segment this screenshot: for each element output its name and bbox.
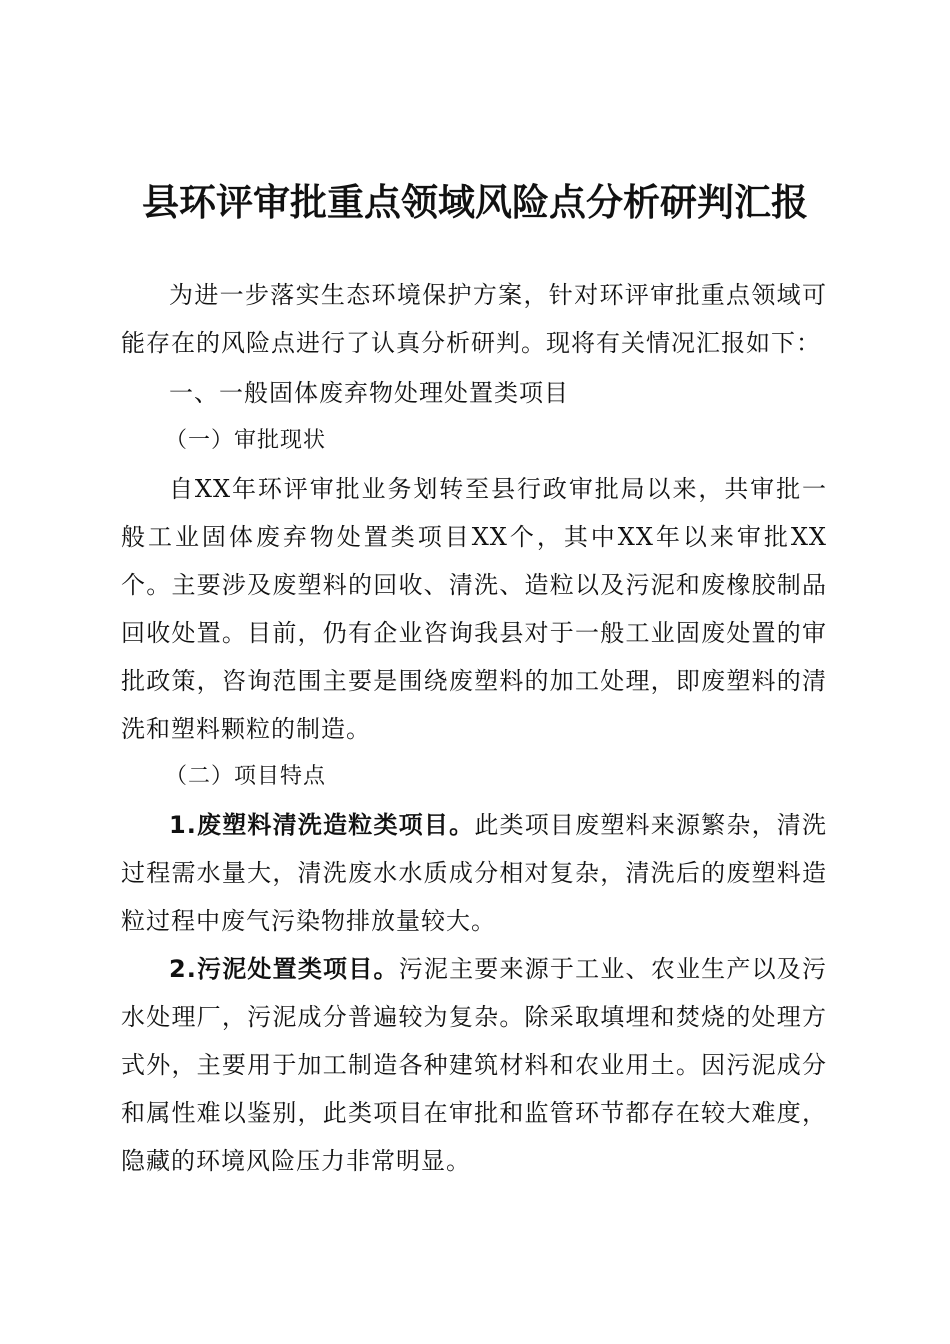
subsection-heading-1: （一）审批现状 [165, 428, 327, 453]
item-lead-2: 2.污泥处置类项目。 [169, 955, 399, 983]
intro-paragraph: 为进一步落实生态环境保护方案，针对环评审批重点领域可能存在的风险点进行了认真分析研判。现将有关情况汇报如下： [121, 281, 827, 357]
item-paragraph-1 [121, 801, 827, 945]
section-heading-1: 一、一般固体废弃物处理处置类项目 [169, 379, 569, 407]
document-body [121, 271, 827, 1185]
approval-status-paragraph: 自XX年环评审批业务划转至县行政审批局以来，共审批一般工业固体废弃物处置类项目XX个，其中XX年以来审批XX个。主要涉及废塑料的回收、清洗、造粒以及污泥和废橡胶制品回收处置。目前，仍有企业咨询我县对于一般工业固废处置的审批政策，咨询范围主要是围绕废塑料的加工处理，即废塑料的清洗和塑料颗粒的制造。 [121, 475, 827, 743]
document-title: 县环评审批重点领域风险点分析研判汇报 [142, 180, 808, 224]
item-text-1: 此类项目废塑料来源繁杂，清洗过程需水量大，清洗废水水质成分相对复杂，清洗后的废塑料造粒过程中废气污染物排放量较大。 [121, 811, 828, 935]
item-text-2: 污泥主要来源于工业、农业生产以及污水处理厂，污泥成分普遍较为复杂。除采取填埋和焚烧的处理方式外，主要用于加工制造各种建筑材料和农业用土。因污泥成分和属性难以鉴别，此类项目在审批和监管环节都存在较大难度，隐藏的环境风险压力非常明显。 [121, 955, 827, 1175]
subsection-heading-2: （二）项目特点 [165, 764, 327, 789]
item-lead-1: 1.废塑料清洗造粒类项目。 [169, 811, 475, 839]
item-paragraph-2 [121, 945, 827, 1185]
